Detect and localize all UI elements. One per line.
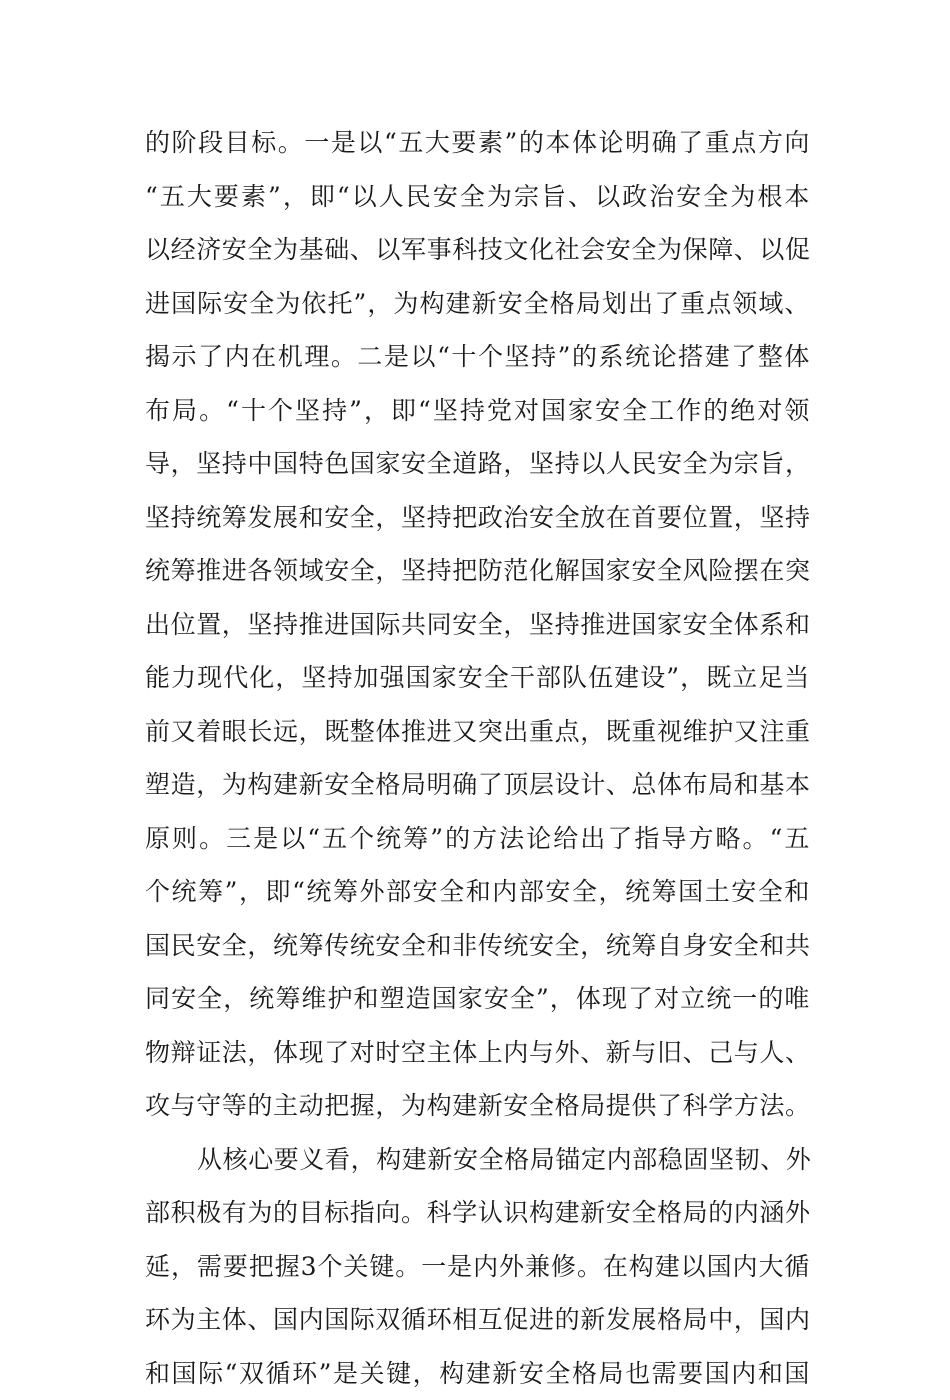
text-line: 前又着眼长远，既整体推进又突出重点，既重视维护又注重 [145,705,810,759]
text-line: 的阶段目标。一是以“五大要素”的本体论明确了重点方向 [145,116,810,170]
text-line: 坚持统筹发展和安全，坚持把政治安全放在首要位置，坚持 [145,491,810,545]
text-line: 和国际“双循环”是关键，构建新安全格局也需要国内和国 [145,1347,810,1400]
text-line: “五大要素”，即“以人民安全为宗旨、以政治安全为根本 [145,170,810,224]
paragraph-start-line: 从核心要义看，构建新安全格局锚定内部稳固坚韧、外 [145,1133,810,1187]
body-text [145,116,810,1400]
paragraph-end-line: 攻与守等的主动把握，为构建新安全格局提供了科学方法。 [145,1079,810,1133]
text-line: 环为主体、国内国际双循环相互促进的新发展格局中，国内 [145,1293,810,1347]
text-line: 揭示了内在机理。二是以“十个坚持”的系统论搭建了整体 [145,330,810,384]
text-line: 原则。三是以“五个统筹”的方法论给出了指导方略。“五 [145,812,810,866]
text-line: 个统筹”，即“统筹外部安全和内部安全，统筹国土安全和 [145,865,810,919]
text-line: 统筹推进各领域安全，坚持把防范化解国家安全风险摆在突 [145,544,810,598]
text-line: 延，需要把握3个关键。一是内外兼修。在构建以国内大循 [145,1240,810,1294]
text-line: 以经济安全为基础、以军事科技文化社会安全为保障、以促 [145,223,810,277]
text-line: 物辩证法，体现了对时空主体上内与外、新与旧、己与人、 [145,1026,810,1080]
text-line: 塑造，为构建新安全格局明确了顶层设计、总体布局和基本 [145,758,810,812]
text-line: 国民安全，统筹传统安全和非传统安全，统筹自身安全和共 [145,919,810,973]
text-line: 进国际安全为依托”，为构建新安全格局划出了重点领域、 [145,277,810,331]
text-line: 布局。“十个坚持”，即“坚持党对国家安全工作的绝对领 [145,384,810,438]
text-line: 导，坚持中国特色国家安全道路，坚持以人民安全为宗旨， [145,437,810,491]
text-line: 出位置，坚持推进国际共同安全，坚持推进国家安全体系和 [145,598,810,652]
text-line: 部积极有为的目标指向。科学认识构建新安全格局的内涵外 [145,1186,810,1240]
text-line: 能力现代化，坚持加强国家安全干部队伍建设”，既立足当 [145,651,810,705]
text-line: 同安全，统筹维护和塑造国家安全”，体现了对立统一的唯 [145,972,810,1026]
